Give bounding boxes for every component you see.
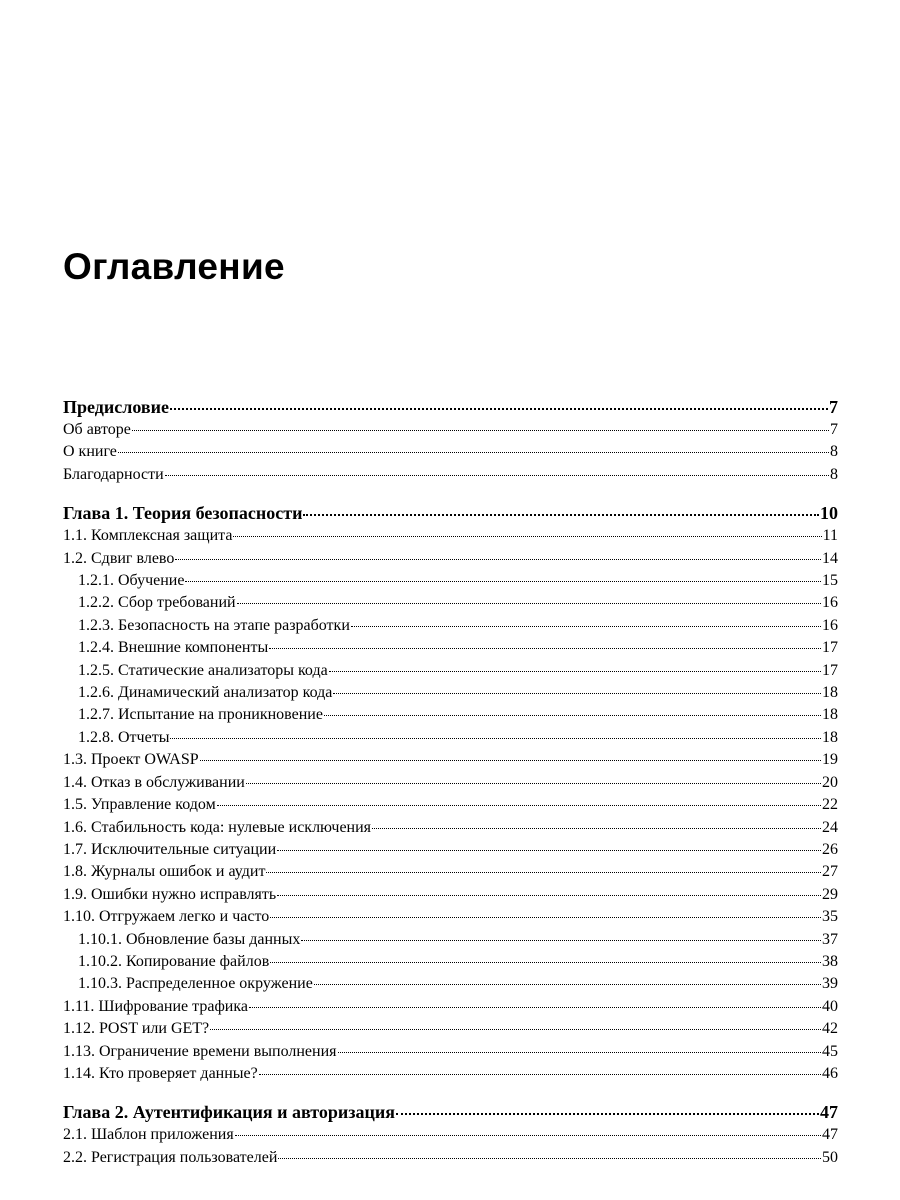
toc-entry (63, 884, 838, 906)
toc-entry (63, 592, 838, 614)
toc-entry (63, 906, 838, 928)
toc-entry-label: 1.10.3. Распределенное окружение (78, 975, 313, 993)
toc-entry (63, 772, 838, 794)
dot-leader (266, 872, 821, 873)
dot-leader (200, 760, 821, 761)
toc-entry (63, 727, 838, 749)
dot-leader (314, 984, 821, 985)
dot-leader (210, 1029, 821, 1030)
dot-leader (333, 693, 821, 694)
toc-entry-label: 1.10.2. Копирование файлов (78, 952, 270, 970)
toc-entry-label: 1.2.1. Обучение (78, 572, 185, 590)
toc-entry-label: 1.10.1. Обновление базы данных (78, 930, 301, 948)
toc-entry-label: 2.1. Шаблон приложения (63, 1126, 234, 1144)
toc-entry-page: 42 (822, 1020, 838, 1038)
toc-entry (63, 419, 838, 441)
dot-leader (249, 1007, 821, 1008)
toc-entry-page: 35 (822, 908, 838, 926)
toc-entry-page: 38 (822, 952, 838, 970)
dot-leader (259, 1074, 821, 1075)
toc-entry (63, 1041, 838, 1063)
toc-entry-page: 26 (822, 840, 838, 858)
table-of-contents (63, 396, 838, 1169)
toc-entry-page: 18 (822, 706, 838, 724)
toc-entry (63, 464, 838, 486)
toc-entry-page: 20 (822, 773, 838, 791)
dot-leader (270, 917, 821, 918)
toc-entry-label: Об авторе (63, 421, 131, 438)
toc-entry-page: 16 (822, 616, 838, 634)
page-title: Оглавление (63, 246, 285, 287)
toc-entry-label: 1.2.7. Испытание на проникновение (78, 706, 323, 724)
toc-entry-label: Благодарности (63, 465, 164, 483)
toc-entry-page: 39 (822, 975, 838, 993)
dot-leader (237, 603, 821, 604)
toc-entry-page: 29 (822, 885, 838, 903)
toc-entry-page: 11 (822, 527, 838, 545)
dot-leader (301, 940, 821, 941)
toc-entry (63, 839, 838, 861)
dot-leader (217, 805, 821, 806)
toc-entry-page: 16 (822, 594, 838, 612)
toc-entry-page: 19 (822, 751, 838, 769)
toc-entry-label: 1.2.6. Динамический анализатор кода (78, 684, 333, 702)
toc-entry-label: 1.3. Проект OWASP (63, 751, 199, 769)
dot-leader (329, 671, 821, 672)
toc-entry (63, 817, 838, 839)
toc-entry-page: 17 (822, 661, 838, 679)
toc-entry-page: 27 (822, 863, 838, 881)
toc-entry (63, 396, 838, 419)
dot-leader (185, 581, 821, 582)
dot-leader (324, 715, 821, 716)
toc-entry-page: 46 (822, 1064, 838, 1082)
toc-entry (63, 570, 838, 592)
toc-entry-label: 1.11. Шифрование трафика (63, 997, 248, 1015)
toc-entry-page: 7 (830, 421, 838, 438)
toc-entry-label: 1.6. Стабильность кода: нулевые исключения (63, 818, 372, 836)
toc-entry (63, 548, 838, 570)
toc-entry-page: 8 (830, 443, 838, 461)
toc-entry-page: 47 (820, 1102, 838, 1123)
toc-entry-page: 7 (829, 397, 838, 417)
dot-leader (351, 626, 821, 627)
toc-entry-page: 45 (822, 1042, 838, 1060)
dot-leader (170, 738, 821, 739)
toc-entry (63, 525, 838, 547)
toc-entry (63, 1101, 838, 1124)
toc-entry-page: 10 (820, 503, 838, 524)
toc-entry (63, 682, 838, 704)
toc-entry-label: Глава 2. Аутентификация и авторизация (63, 1102, 396, 1123)
toc-entry (63, 996, 838, 1018)
toc-entry-label: 1.2. Сдвиг влево (63, 549, 175, 567)
dot-leader (132, 430, 829, 431)
toc-entry-page: 17 (822, 639, 838, 657)
toc-entry-page: 37 (822, 930, 838, 948)
toc-entry-label: 1.13. Ограничение времени выполнения (63, 1042, 337, 1060)
toc-entry (63, 1018, 838, 1040)
toc-entry-label: 1.5. Управление кодом (63, 796, 216, 814)
toc-entry-page: 50 (822, 1148, 838, 1166)
dot-leader (233, 536, 821, 537)
toc-entry (63, 749, 838, 771)
toc-entry-label: 1.2.3. Безопасность на этапе разработки (78, 616, 350, 634)
toc-entry-page: 18 (822, 684, 838, 702)
toc-entry (63, 1124, 838, 1146)
toc-entry-label: 1.9. Ошибки нужно исправлять (63, 885, 277, 903)
dot-leader (277, 895, 821, 896)
toc-entry (63, 502, 838, 525)
dot-leader (278, 1158, 821, 1159)
toc-entry-label: 1.1. Комплексная защита (63, 527, 233, 545)
toc-entry-label: Глава 1. Теория безопасности (63, 503, 303, 524)
toc-entry (63, 615, 838, 637)
toc-entry-label: 1.4. Отказ в обслуживании (63, 773, 245, 791)
toc-entry (63, 861, 838, 883)
toc-entry-label: 1.2.2. Сбор требований (78, 594, 236, 612)
toc-entry (63, 951, 838, 973)
toc-entry-label: 1.2.4. Внешние компоненты (78, 639, 269, 657)
dot-leader (270, 962, 821, 963)
toc-entry-page: 24 (822, 818, 838, 836)
toc-entry-label: 2.2. Регистрация пользователей (63, 1148, 278, 1166)
toc-entry-label: О книге (63, 443, 117, 461)
dot-leader (246, 783, 821, 784)
toc-entry-page: 8 (830, 465, 838, 483)
dot-leader (338, 1052, 821, 1053)
dot-leader (118, 452, 829, 453)
dot-leader (372, 828, 821, 829)
toc-entry (63, 441, 838, 463)
toc-entry-label: 1.8. Журналы ошибок и аудит (63, 863, 266, 881)
toc-entry-page: 22 (822, 796, 838, 814)
toc-entry (63, 660, 838, 682)
toc-entry (63, 794, 838, 816)
toc-entry-label: 1.14. Кто проверяет данные? (63, 1064, 258, 1082)
dot-leader (175, 559, 821, 560)
toc-entry-label: 1.7. Исключительные ситуации (63, 840, 277, 858)
toc-entry-page: 47 (822, 1126, 838, 1144)
dot-leader (303, 514, 819, 516)
dot-leader (165, 475, 829, 476)
toc-entry-page: 40 (822, 997, 838, 1015)
dot-leader (170, 408, 828, 410)
toc-entry-page: 18 (822, 728, 838, 746)
toc-entry (63, 929, 838, 951)
toc-entry (63, 1063, 838, 1085)
toc-entry-page: 14 (822, 549, 838, 567)
toc-entry-label: Предисловие (63, 397, 169, 417)
toc-entry-page: 15 (822, 572, 838, 590)
toc-entry (63, 1147, 838, 1169)
toc-entry (63, 637, 838, 659)
dot-leader (269, 648, 821, 649)
toc-entry-label: 1.2.5. Статические анализаторы кода (78, 661, 328, 679)
dot-leader (277, 850, 821, 851)
toc-entry (63, 704, 838, 726)
dot-leader (235, 1135, 821, 1136)
toc-entry (63, 973, 838, 995)
toc-entry-label: 1.12. POST или GET? (63, 1020, 210, 1038)
dot-leader (396, 1113, 819, 1115)
toc-entry-label: 1.10. Отгружаем легко и часто (63, 908, 270, 926)
toc-entry-label: 1.2.8. Отчеты (78, 728, 170, 746)
